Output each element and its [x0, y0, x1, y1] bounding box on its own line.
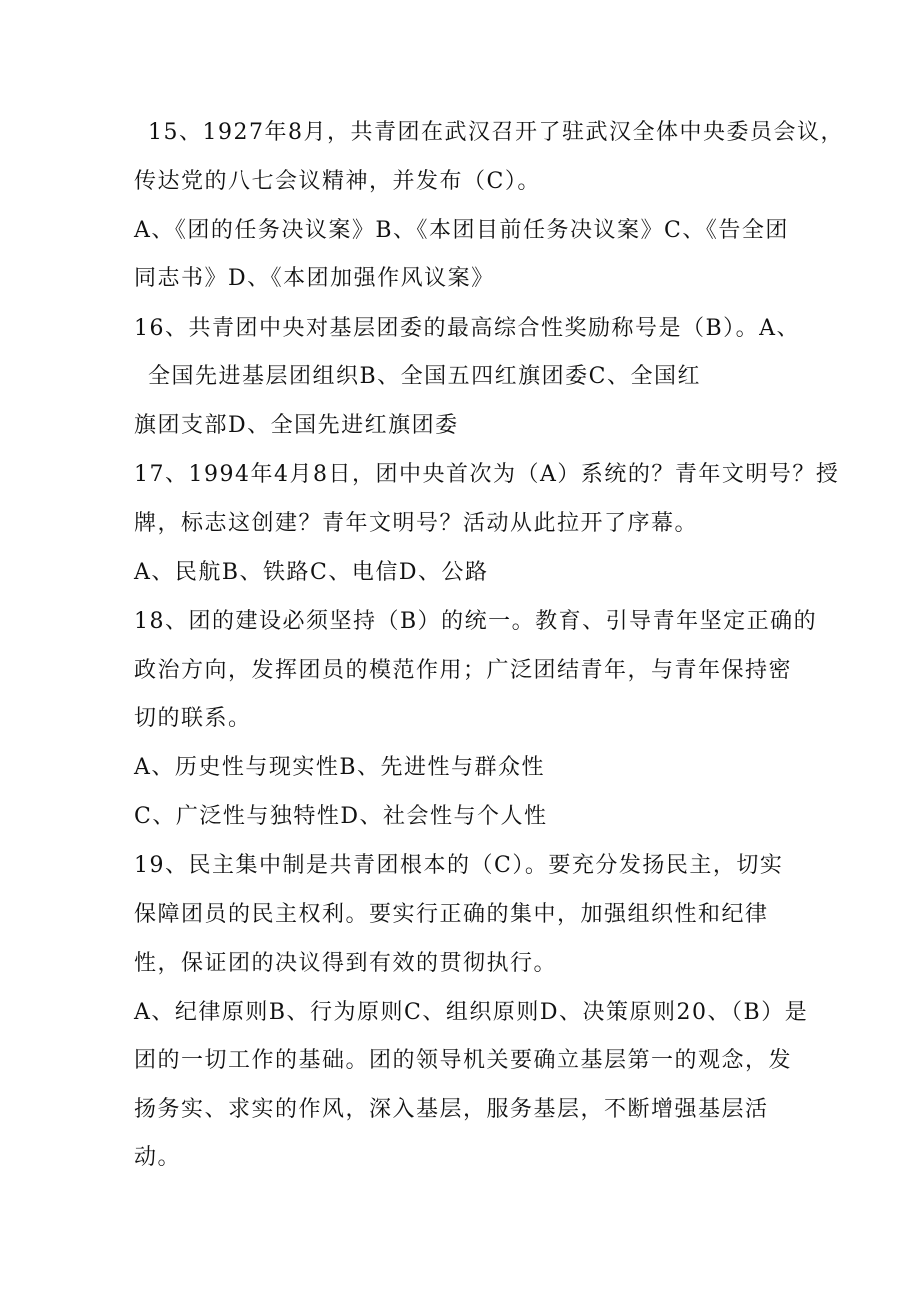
- text-line-q15-options-1: A、《团的任务决议案》B、《本团目前任务决议案》C、《告全团: [134, 218, 789, 243]
- text-line-q15-options-2: 同志书》D、《本团加强作风议案》: [134, 266, 495, 291]
- text-line-q20-stem-2: 团的一切工作的基础。团的领导机关要确立基层第一的观念，发: [134, 1048, 793, 1073]
- text-line-q15-stem-2: 传达党的八七会议精神，并发布（C）。: [134, 169, 541, 194]
- text-line-q19-stem-1: 19、民主集中制是共青团根本的（C）。要充分发扬民主，切实: [134, 853, 784, 878]
- text-line-q18-stem-3: 切的联系。: [134, 706, 252, 731]
- text-line-q15-stem-1: 15、1927年8月，共青团在武汉召开了驻武汉全体中央委员会议，: [148, 120, 844, 145]
- text-line-q18-options-1: A、历史性与现实性B、先进性与群众性: [134, 755, 546, 780]
- text-line-q19-stem-2: 保障团员的民主权利。要实行正确的集中，加强组织性和纪律: [134, 902, 769, 927]
- text-line-q19-stem-3: 性，保证团的决议得到有效的贯彻执行。: [134, 951, 558, 976]
- text-line-q16-options-2: 旗团支部D、全国先进红旗团委: [134, 413, 459, 438]
- text-line-q20-stem-3: 扬务实、求实的作风，深入基层，服务基层，不断增强基层活: [134, 1097, 769, 1122]
- text-line-q16-stem: 16、共青团中央对基层团委的最高综合性奖励称号是（B）。A、: [134, 316, 801, 341]
- text-line-q16-options-1: 全国先进基层团组织B、全国五四红旗团委C、全国红: [148, 364, 702, 389]
- text-line-q20-stem-4: 动。: [134, 1145, 182, 1170]
- text-line-q18-stem-2: 政治方向，发挥团员的模范作用；广泛团结青年，与青年保持密: [134, 658, 793, 683]
- text-line-q19-options-q20-start: A、纪律原则B、行为原则C、组织原则D、决策原则20、（B）是: [134, 1000, 809, 1025]
- text-line-q17-stem-1: 17、1994年4月8日，团中央首次为（A）系统的？青年文明号？授: [134, 462, 840, 487]
- text-line-q18-stem-1: 18、团的建设必须坚持（B）的统一。教育、引导青年坚定正确的: [134, 609, 818, 634]
- text-line-q18-options-2: C、广泛性与独特性D、社会性与个人性: [134, 804, 548, 829]
- text-line-q17-options: A、民航B、铁路C、电信D、公路: [134, 560, 489, 585]
- text-line-q17-stem-2: 牌，标志这创建？青年文明号？活动从此拉开了序幕。: [134, 511, 699, 536]
